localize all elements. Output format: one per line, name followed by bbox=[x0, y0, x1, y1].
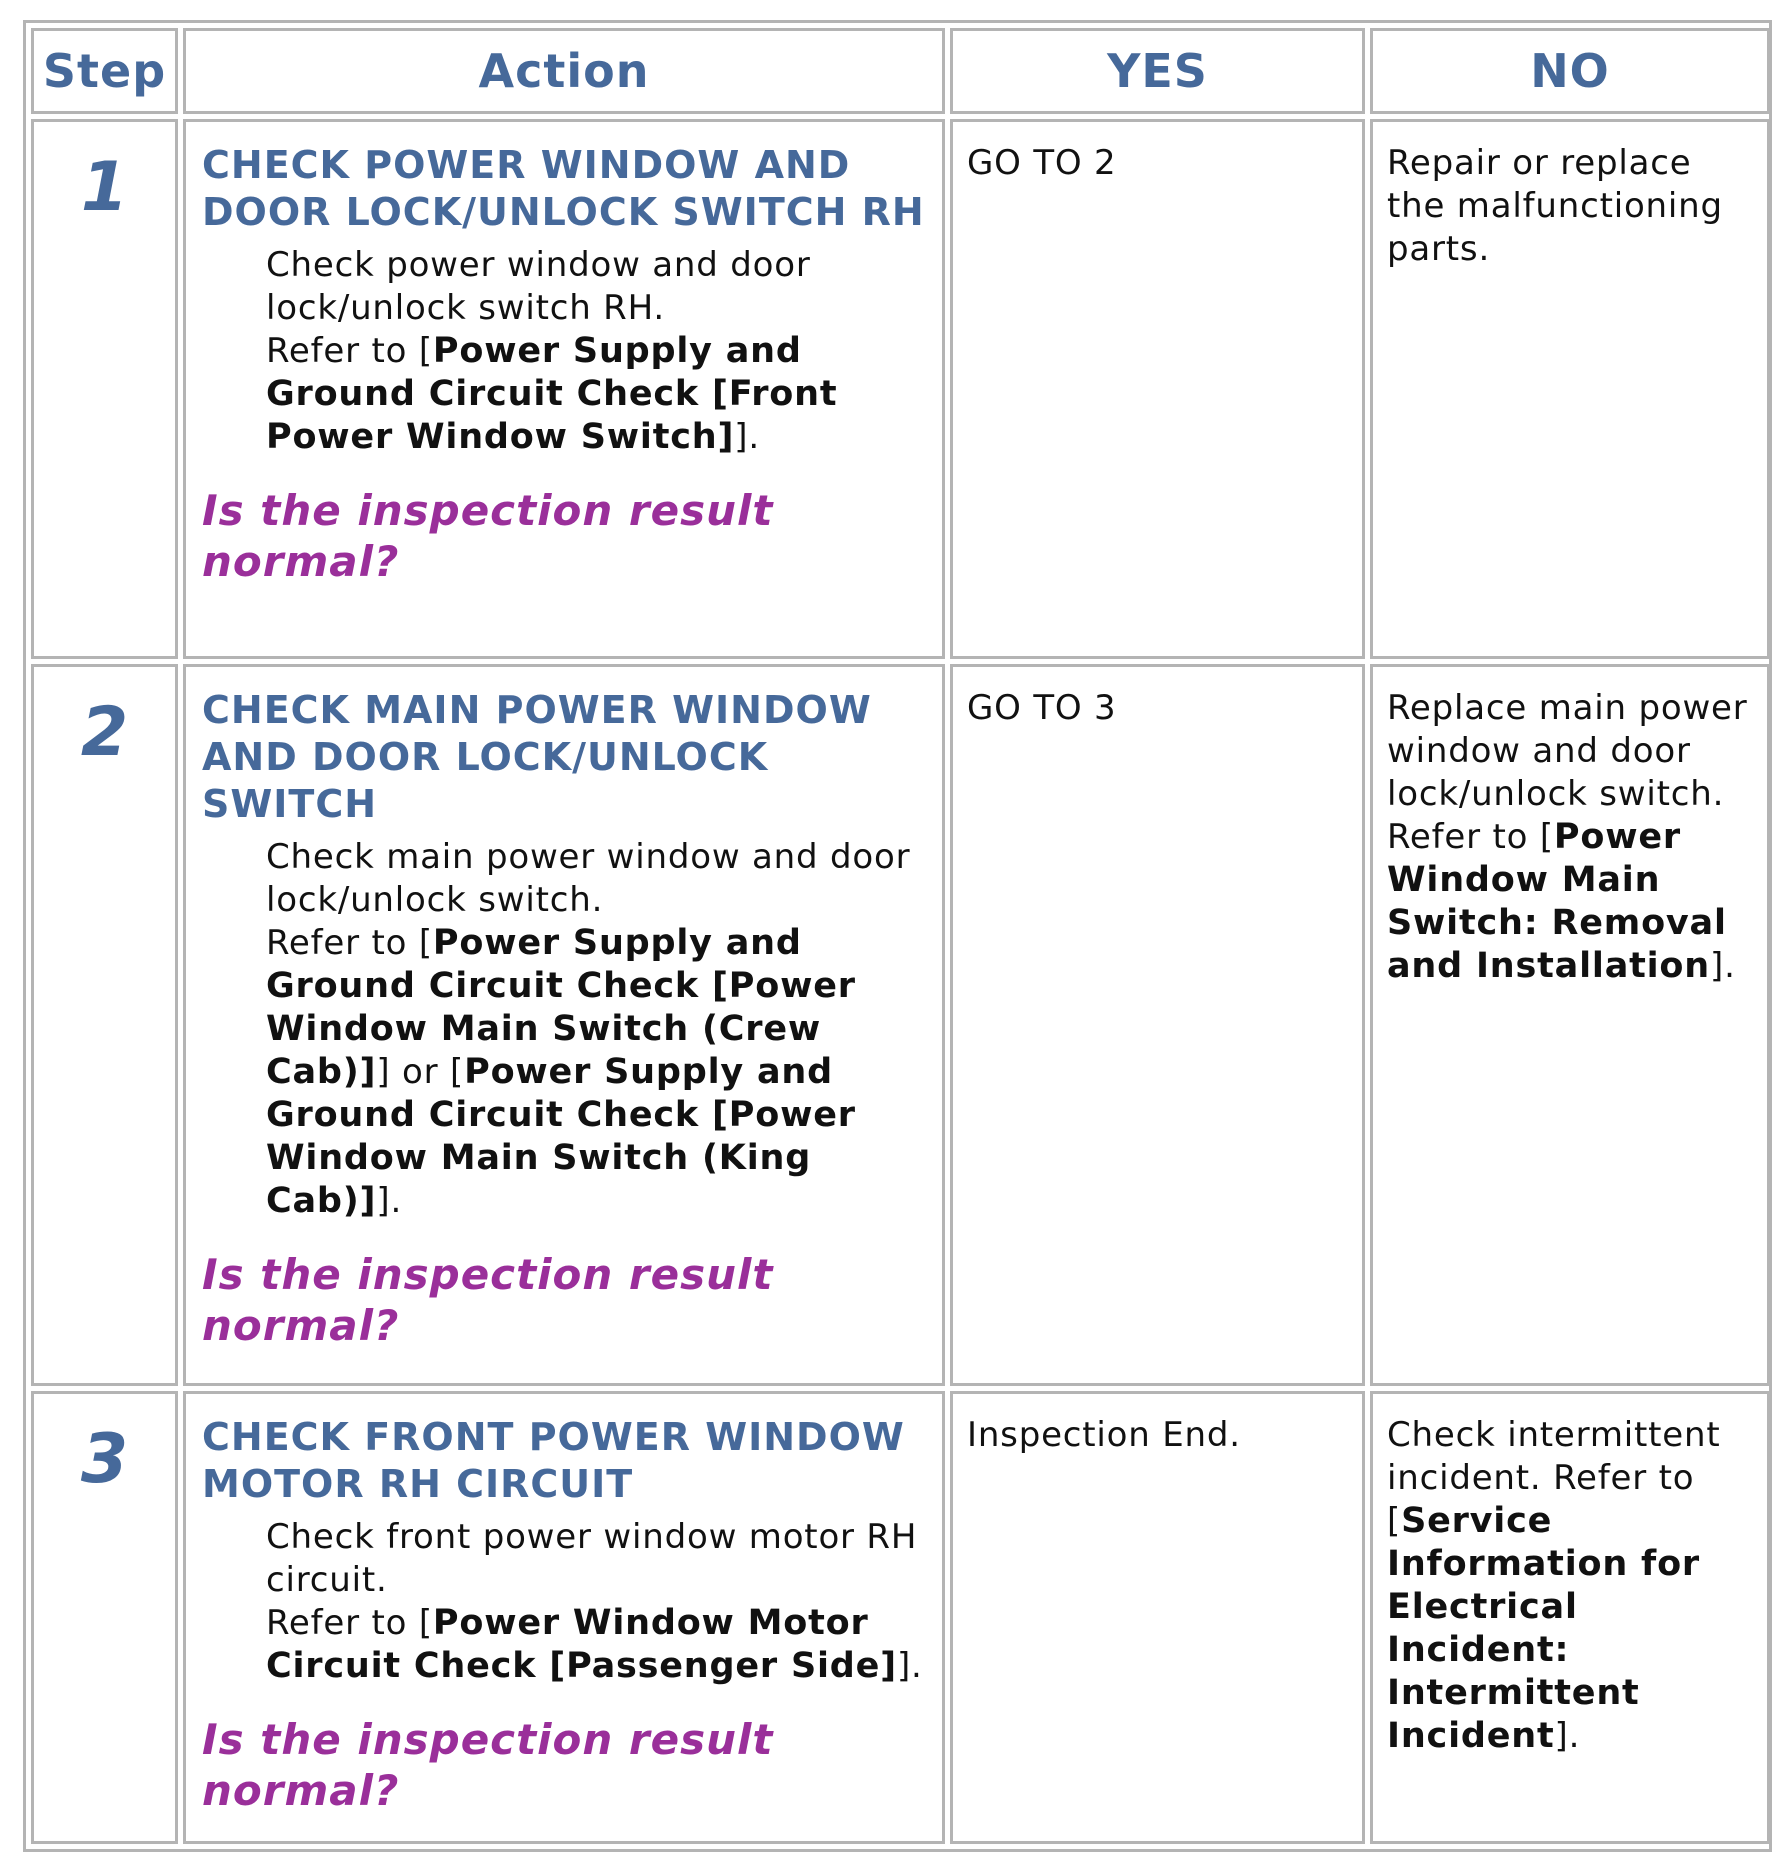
refer-suffix: . bbox=[1568, 1716, 1581, 1756]
refer-line: Refer to [Power Supply and Ground Circuit Check [Power Window Main Switch (Crew Cab)]] or [Power Supply and Ground Circuit Check [Power Window Main Switch (King Cab)]]. bbox=[266, 923, 856, 1221]
refer-line: Refer to [Power Supply and Ground Circuit Check [Front Power Window Switch]]. bbox=[266, 331, 838, 457]
reference-link[interactable]: Power Supply and Ground Circuit Check [Power Window Main Switch (Crew Cab)] bbox=[266, 923, 856, 1092]
diagnosis-table bbox=[26, 23, 1775, 1849]
reference-link[interactable]: Power Supply and Ground Circuit Check [Power Window Main Switch (King Cab)] bbox=[266, 1052, 856, 1221]
reference-link[interactable]: Power Supply and Ground Circuit Check [Front Power Window Switch] bbox=[266, 331, 838, 457]
action-body bbox=[266, 1516, 928, 1688]
step-number: 3 bbox=[31, 1391, 178, 1844]
no-cell bbox=[1370, 1391, 1770, 1844]
refer-prefix: Refer to bbox=[266, 331, 408, 371]
check-text: Check main power window and door lock/unlock switch. bbox=[266, 837, 911, 920]
action-title: CHECK FRONT POWER WINDOW MOTOR RH CIRCUIT bbox=[202, 1415, 905, 1506]
reference-link[interactable]: Power Window Motor Circuit Check [Passenger Side] bbox=[266, 1603, 897, 1686]
yes-cell: GO TO 3 bbox=[950, 664, 1365, 1386]
reference-link[interactable]: Service Information for Electrical Incident: Intermittent Incident bbox=[1387, 1501, 1700, 1756]
step-number: 1 bbox=[31, 119, 178, 659]
refer-prefix: Refer to bbox=[1387, 817, 1529, 857]
refer-suffix: . bbox=[911, 1646, 923, 1686]
table-row bbox=[31, 1391, 1770, 1844]
refer-suffix: . bbox=[390, 1181, 403, 1221]
step-number: 2 bbox=[31, 664, 178, 1386]
no-cell bbox=[1370, 664, 1770, 1386]
header-no: NO bbox=[1370, 28, 1770, 114]
table-row bbox=[31, 119, 1770, 659]
no-text: Check intermittent incident. Refer to [Service Information for Electrical Incident: Intermittent Incident]. bbox=[1387, 1415, 1721, 1756]
action-body bbox=[266, 836, 928, 1223]
table-row bbox=[31, 664, 1770, 1386]
header-yes: YES bbox=[950, 28, 1365, 114]
yes-cell: Inspection End. bbox=[950, 1391, 1365, 1844]
refer-suffix: . bbox=[1724, 946, 1736, 986]
reference-link[interactable]: Power Window Main Switch: Removal and Installation bbox=[1387, 817, 1727, 986]
no-text-content: Check intermittent incident. Refer to bbox=[1387, 1415, 1721, 1498]
refer-prefix: Refer to bbox=[266, 923, 408, 963]
check-text: Check front power window motor RH circuit. bbox=[266, 1517, 918, 1600]
no-cell bbox=[1370, 119, 1770, 659]
inspection-question: Is the inspection result normal? bbox=[202, 1715, 774, 1815]
action-cell bbox=[183, 1391, 945, 1844]
refer-line: Refer to [Power Window Motor Circuit Check [Passenger Side]]. bbox=[266, 1603, 923, 1686]
action-cell bbox=[183, 119, 945, 659]
no-text: Repair or replace the malfunctioning parts. bbox=[1387, 143, 1723, 269]
refer-suffix: . bbox=[748, 417, 760, 457]
action-title: CHECK MAIN POWER WINDOW AND DOOR LOCK/UNLOCK SWITCH bbox=[202, 688, 872, 826]
yes-cell: GO TO 2 bbox=[950, 119, 1365, 659]
action-cell bbox=[183, 664, 945, 1386]
action-body bbox=[266, 244, 928, 459]
diagnosis-table-frame bbox=[23, 20, 1772, 1852]
no-text: Replace main power window and door lock/unlock switch. bbox=[1387, 688, 1748, 814]
inspection-question: Is the inspection result normal? bbox=[202, 486, 774, 586]
header-action: Action bbox=[183, 28, 945, 114]
refer-join: or bbox=[402, 1052, 439, 1092]
header-row bbox=[31, 28, 1770, 114]
no-refer-line: Refer to [Power Window Main Switch: Removal and Installation]. bbox=[1387, 817, 1736, 986]
inspection-question: Is the inspection result normal? bbox=[202, 1250, 774, 1350]
refer-prefix: Refer to bbox=[266, 1603, 408, 1643]
header-step: Step bbox=[31, 28, 178, 114]
action-title: CHECK POWER WINDOW AND DOOR LOCK/UNLOCK SWITCH RH bbox=[202, 143, 925, 234]
check-text: Check power window and door lock/unlock switch RH. bbox=[266, 245, 811, 328]
